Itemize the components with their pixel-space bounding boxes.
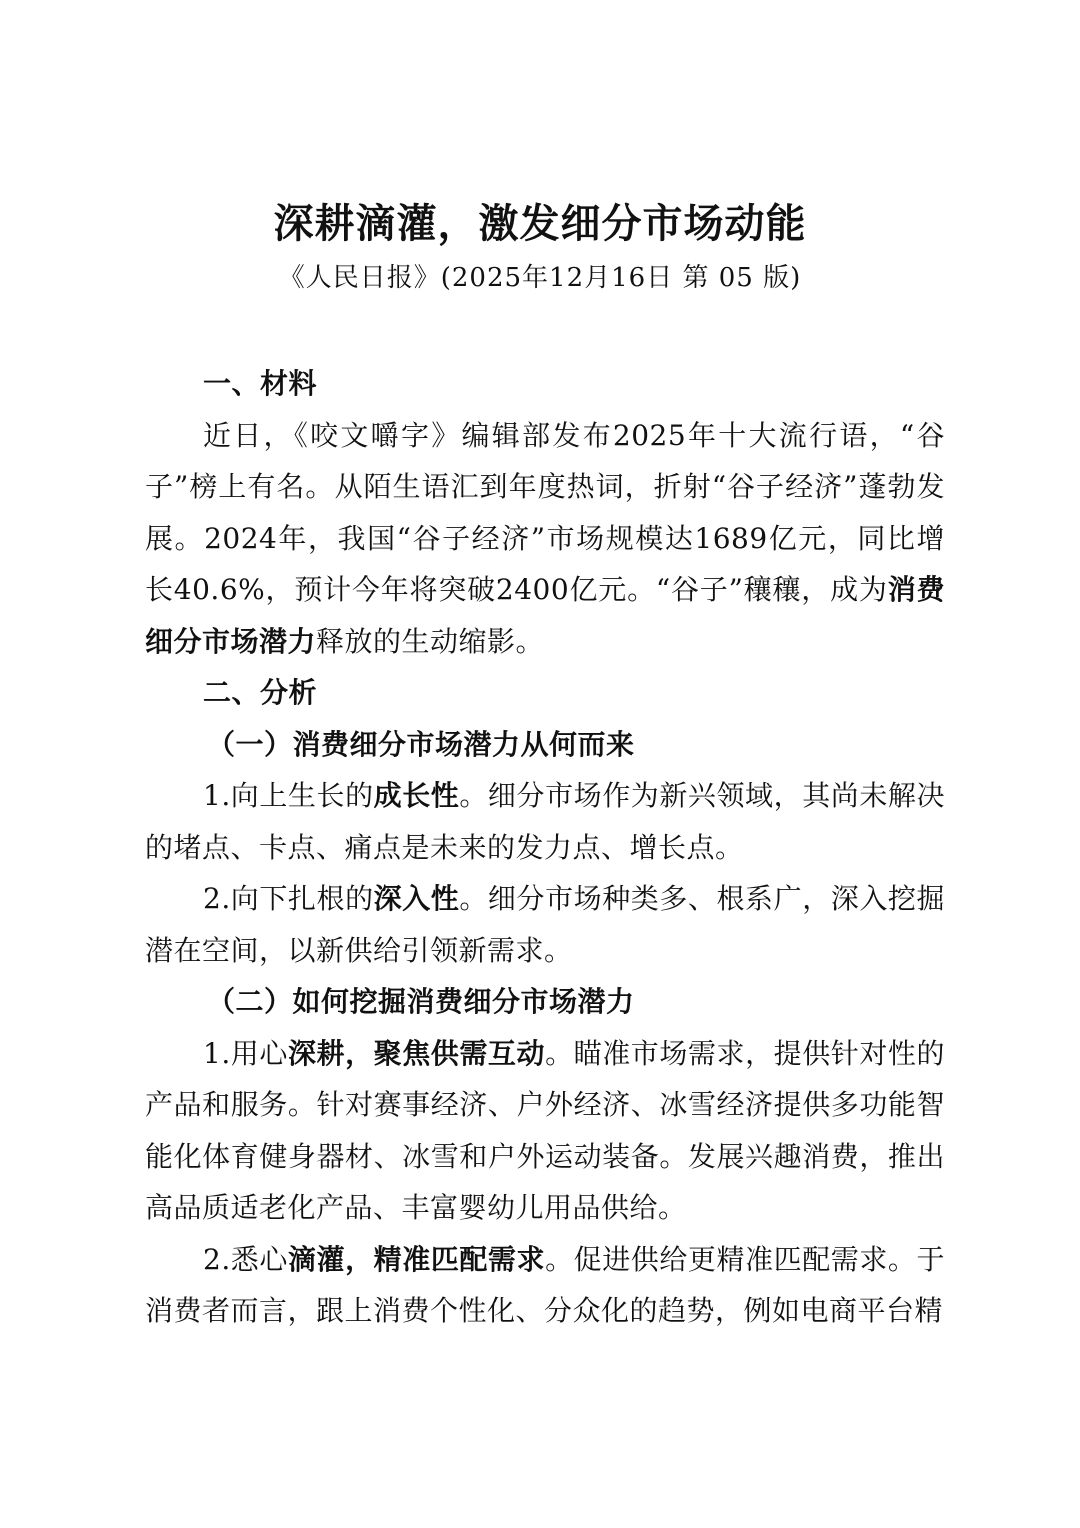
material-bold-phrase: 消费细分市场潜力 xyxy=(145,573,945,658)
material-text-2: 释放的生动缩影。 xyxy=(316,624,545,658)
document-source: 《人民日报》(2025年12月16日 第 05 版) xyxy=(278,263,802,293)
item-bold: 滴灌，精准匹配需求 xyxy=(287,1242,546,1276)
analysis-item-1-2 xyxy=(145,873,945,976)
subsection-heading-1: （一）消费细分市场潜力从何而来 xyxy=(207,727,635,761)
item-lead: 1.用心 xyxy=(203,1036,288,1070)
analysis-item-2-2 xyxy=(145,1234,945,1337)
item-text: 。细分市场种类多、根系广，深入挖掘潜在空间，以新供给引领新需求。 xyxy=(145,882,945,967)
section-heading-material: 一、材料 xyxy=(203,367,318,400)
item-lead: 2.向下扎根的 xyxy=(203,882,374,915)
item-bold: 成长性 xyxy=(373,779,460,812)
item-text: 。促进供给更精准匹配需求。于消费者而言，跟上消费个性化、分众化的趋势，例如电商平台精 xyxy=(145,1242,945,1327)
item-bold: 深入性 xyxy=(373,882,460,915)
item-lead: 1.向上生长的 xyxy=(203,779,374,812)
item-text: 。细分市场作为新兴领域，其尚未解决的堵点、卡点、痛点是未来的发力点、增长点。 xyxy=(145,779,945,864)
document-body xyxy=(145,358,945,1337)
subsection-heading-2: （二）如何挖掘消费细分市场潜力 xyxy=(207,985,635,1018)
material-paragraph xyxy=(145,410,945,668)
section-heading-analysis: 二、分析 xyxy=(203,676,318,709)
item-text: 。瞄准市场需求，提供针对性的产品和服务。针对赛事经济、户外经济、冰雪经济提供多功能智能化体育健身器材、冰雪和户外运动装备。发展兴趣消费，推出高品质适老化产品、丰富婴幼儿用品供给。 xyxy=(145,1036,945,1224)
document-title: 深耕滴灌，激发细分市场动能 xyxy=(273,200,807,247)
item-bold: 深耕，聚焦供需互动 xyxy=(287,1036,546,1070)
item-lead: 2.悉心 xyxy=(203,1242,288,1276)
analysis-item-1-1 xyxy=(145,770,945,873)
material-text-1: 近日，《咬文嚼字》编辑部发布2025年十大流行语，“谷子”榜上有名。从陌生语汇到年度热词，折射“谷子经济”蓬勃发展。2024年，我国“谷子经济”市场规模达1689亿元，同比增长40.6%，预计今年将突破2400亿元。“谷子”穰穰，成为 xyxy=(145,418,945,606)
analysis-item-2-1 xyxy=(145,1028,945,1234)
